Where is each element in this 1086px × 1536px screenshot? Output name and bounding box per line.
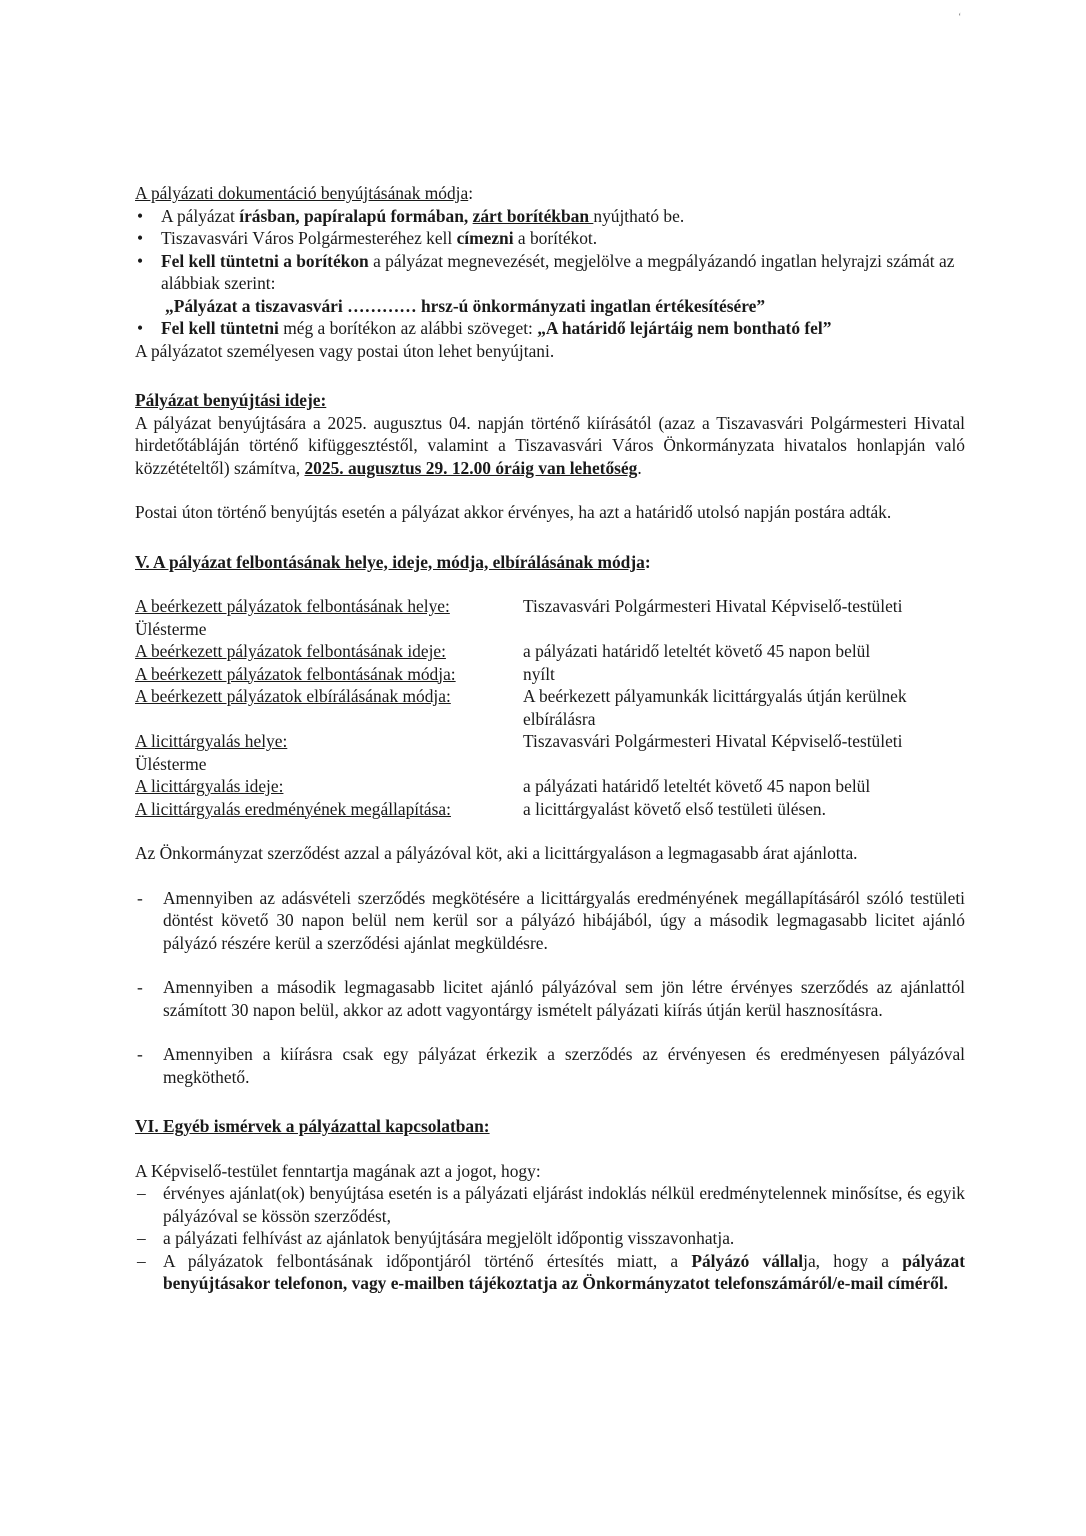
envelope-title-template: „Pályázat a tiszavasvári ………… hrsz-ú önkormányzati ingatlan értékesítésére” (165, 295, 766, 316)
detail-value: Tiszavasvári Polgármesteri Hivatal Képviselő-testületi (523, 731, 903, 751)
list-item: - Amennyiben a kiírásra csak egy pályázat érkezik a szerződés az érvényesen és eredményesen pályázóval megköthető. (135, 1043, 965, 1088)
detail-label: A beérkezett pályázatok felbontásának módja: (135, 663, 456, 684)
list-item: • A pályázat írásban, papíralapú formában, zárt borítékban nyújtható be. (135, 205, 965, 228)
list-item: • Tiszavasvári Város Polgármesteréhez kell címezni a borítékot. (135, 227, 965, 250)
list-item: – a pályázati felhívást az ajánlatok benyújtására megjelölt időpontig visszavonhatja. (135, 1227, 965, 1250)
submission-time-text: A pályázat benyújtására a 2025. augusztus 04. napján történő kiírásától (azaz a Tiszavasvári Polgármesteri Hivatal hirdetőtábláján történő kifüggesztéstől, valamint a Tiszavasvári Város Önkormányzata hivatalos honlapján való közzétételtől) számítva, 2025. augusztus 29. 12.00 óráig van lehetőség. (135, 412, 965, 478)
detail-value: nyílt (523, 663, 555, 684)
detail-value: a licittárgyalást követő első testületi ülésen. (523, 798, 826, 819)
document-body (135, 182, 965, 1295)
detail-label: A licittárgyalás eredményének megállapítása: (135, 798, 451, 819)
list-item: – A pályázatok felbontásának időpontjáról történő értesítés miatt, a Pályázó vállalja, hogy a pályázat benyújtásakor telefonon, vagy e-mailben tájékoztatja az Önkormányzatot telefonszámáról/e-mail címéről. (135, 1250, 965, 1295)
detail-label: A licittárgyalás helye: (135, 731, 288, 751)
detail-value: a pályázati határidő leteltét követő 45 napon belül (523, 776, 871, 796)
postal-submission-text: Postai úton történő benyújtás esetén a pályázat akkor érvényes, ha azt a határidő utolsó napján postára adták. (135, 502, 892, 522)
section-6-heading: VI. Egyéb ismérvek a pályázattal kapcsolatban: (135, 1116, 490, 1136)
submission-mode-heading: A pályázati dokumentáció benyújtásának módja: (135, 183, 474, 203)
list-item: - Amennyiben a második legmagasabb licitet ajánló pályázóval sem jön létre érvényes szerződés az ajánlattól számított 30 napon belül, akkor az adott vagyontárgy ismételt pályázati kiírás útján kerül hasznosításra. (135, 976, 965, 1021)
detail-value: Tiszavasvári Polgármesteri Hivatal Képviselő-testületi (523, 596, 903, 616)
section-6-intro: A Képviselő-testület fenntartja magának azt a jogot, hogy: (135, 1160, 541, 1181)
detail-value: a pályázati határidő leteltét követő 45 napon belül (523, 641, 871, 661)
contract-conditions-list-3 (135, 1043, 965, 1088)
detail-label: Ülésterme (135, 618, 207, 639)
rights-list (135, 1182, 965, 1295)
contract-conditions-list (135, 887, 965, 955)
detail-label: A beérkezett pályázatok felbontásának helye: (135, 596, 450, 616)
detail-label: A beérkezett pályázatok felbontásának ideje: (135, 641, 446, 661)
section-5-heading: V. A pályázat felbontásának helye, ideje, módja, elbírálásának módja: (135, 551, 651, 572)
list-item: • Fel kell tüntetni a borítékon a pályázat megnevezését, megjelölve a megpályázandó ingatlan helyrajzi számát az alábbiak szerint: (135, 250, 965, 295)
detail-value (523, 618, 965, 641)
list-item: • Fel kell tüntetni még a borítékon az alábbi szöveget: „A határidő lejártáig nem bontható fel” (135, 317, 965, 340)
submission-mode-list-2 (135, 317, 965, 340)
contract-text: Az Önkormányzat szerződést azzal a pályázóval köt, aki a licittárgyaláson a legmagasabb árat ajánlotta. (135, 843, 858, 863)
submission-closing: A pályázatot személyesen vagy postai úton lehet benyújtani. (135, 340, 555, 361)
detail-value (523, 753, 965, 776)
detail-label: A beérkezett pályázatok elbírálásának módja: (135, 686, 451, 706)
submission-mode-list (135, 205, 965, 295)
opening-details-table (135, 595, 965, 820)
detail-label: Ülésterme (135, 753, 207, 774)
detail-value: A beérkezett pályamunkák licittárgyalás útján kerülnek elbírálásra (523, 686, 907, 729)
contract-conditions-list-2 (135, 976, 965, 1021)
list-item: - Amennyiben az adásvételi szerződés megkötésére a licittárgyalás eredményének megállapításáról szóló testületi döntést követő 30 napon belül nem kerül sor a pályázó hibájából, úgy a második legmagasabb licitet ajánló pályázó részére kerül a szerződési ajánlat megküldésre. (135, 887, 965, 955)
detail-label: A licittárgyalás ideje: (135, 776, 284, 796)
list-item: – érvényes ajánlat(ok) benyújtása esetén is a pályázati eljárást indoklás nélkül eredménytelennek minősítse, és egyik pályázóval se kössön szerződést, (135, 1182, 965, 1227)
scan-mark: ʻ (958, 12, 962, 23)
submission-time-heading: Pályázat benyújtási ideje: (135, 390, 327, 410)
